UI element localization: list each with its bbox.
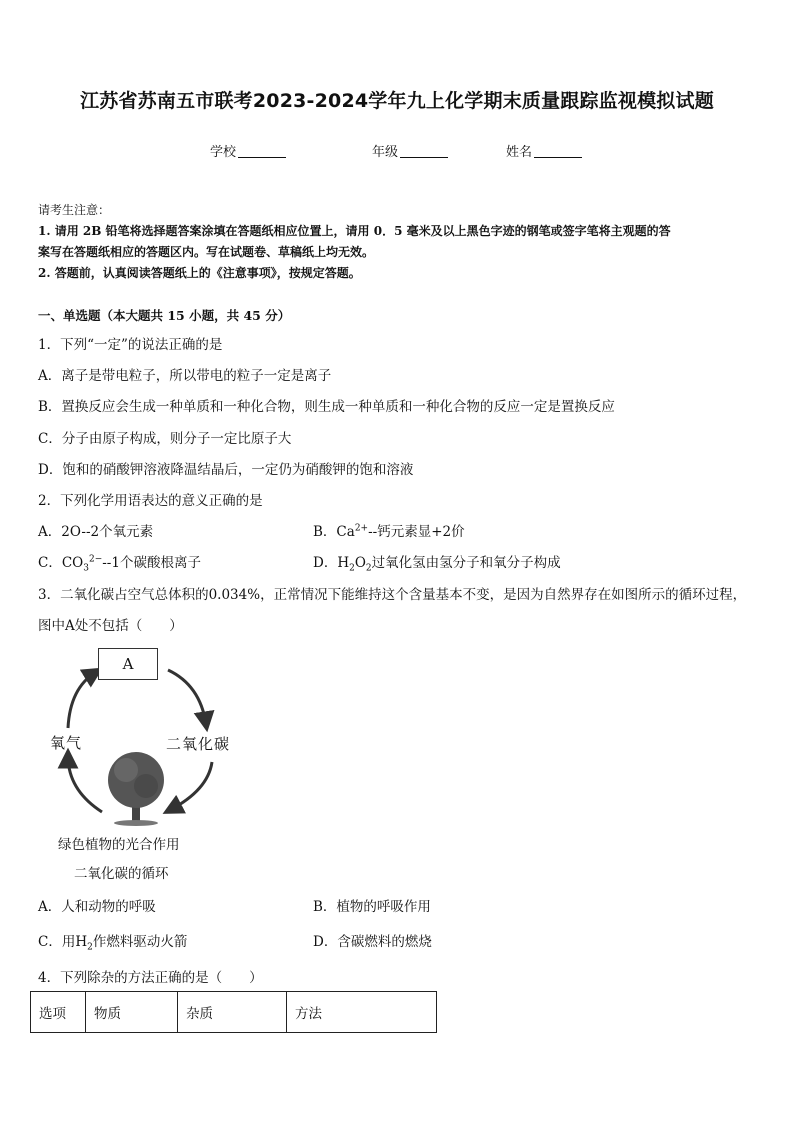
arrow-a-to-co2 bbox=[168, 670, 206, 724]
q2-option-a: A．2O--2个氧元素 bbox=[38, 524, 154, 540]
school-field bbox=[210, 141, 286, 160]
q3-option-d: D．含碳燃料的燃烧 bbox=[313, 934, 432, 950]
arrow-oxygen-to-a bbox=[68, 672, 96, 728]
notice-line1: 1. 请用 2B 铅笔将选择题答案涂填在答题纸相应位置上，请用 0．5 毫米及以上黑色字迹的钢笔或签字笔将主观题的答 bbox=[38, 224, 671, 238]
diagram-box-a: A bbox=[98, 648, 158, 680]
section-heading: 一、单选题（本大题共 15 小题，共 45 分） bbox=[38, 308, 291, 323]
notice-line2: 2. 答题前，认真阅读答题纸上的《注意事项》，按规定答题。 bbox=[38, 266, 361, 280]
q2-option-d: D．$H_2O_2$过氧化氢由氢分子和氧分子构成 bbox=[313, 555, 561, 574]
grade-blank bbox=[400, 145, 448, 158]
table-header-cell: 物质 bbox=[86, 992, 178, 1033]
name-blank bbox=[534, 145, 582, 158]
q1-option-a: A．离子是带电粒子，所以带电的粒子一定是离子 bbox=[38, 368, 332, 384]
q3-option-b: B．植物的呼吸作用 bbox=[313, 899, 431, 915]
q1-option-c: C．分子由原子构成，则分子一定比原子大 bbox=[38, 431, 292, 447]
diagram-label-photosynthesis: 绿色植物的光合作用 bbox=[58, 837, 180, 853]
q1-stem: 1．下列“一定”的说法正确的是 bbox=[38, 337, 223, 353]
exam-title: 江苏省苏南五市联考2023-2024学年九上化学期末质量跟踪监视模拟试题 bbox=[80, 90, 714, 112]
school-blank bbox=[238, 145, 286, 158]
q2-option-c: C．$CO_3^{2-}--1$个碳酸根离子 bbox=[38, 554, 201, 574]
diagram-label-oxygen: 氧气 bbox=[50, 734, 83, 752]
q4-table bbox=[30, 991, 437, 1033]
notice-heading: 请考生注意： bbox=[38, 203, 111, 217]
table-header-cell: 杂质 bbox=[178, 992, 287, 1033]
diagram-caption: 二氧化碳的循环 bbox=[74, 866, 169, 882]
name-label: 姓名 bbox=[506, 145, 533, 160]
table-header-cell: 选项 bbox=[31, 992, 86, 1033]
q3-option-c: C．用$H_2$作燃料驱动火箭 bbox=[38, 934, 188, 953]
q3-stem-line1: 3．二氧化碳占空气总体积的0.034%，正常情况下能维持这个含量基本不变，是因为自然界存在如图所示的循环过程， bbox=[38, 587, 747, 603]
q1-option-d: D．饱和的硝酸钾溶液降温结晶后，一定仍为硝酸钾的饱和溶液 bbox=[38, 462, 414, 478]
arrow-co2-to-plant bbox=[170, 762, 212, 810]
q4-stem: 4．下列除杂的方法正确的是（ ） bbox=[38, 970, 263, 986]
q2-stem: 2．下列化学用语表达的意义正确的是 bbox=[38, 493, 263, 509]
school-label: 学校 bbox=[210, 145, 237, 160]
q2-option-b: B．$Ca^{2+}--$钙元素显+2价 bbox=[313, 523, 465, 540]
q3-stem-line2: 图中A处不包括（ ） bbox=[38, 618, 183, 634]
grade-label: 年级 bbox=[372, 145, 399, 160]
q1-option-b: B．置换反应会生成一种单质和一种化合物，则生成一种单质和一种化合物的反应一定是置换反应 bbox=[38, 399, 615, 415]
q3-option-a: A．人和动物的呼吸 bbox=[38, 899, 156, 915]
grade-field bbox=[372, 141, 448, 160]
notice-line1b: 案写在答题纸相应的答题区内。写在试题卷、草稿纸上均无效。 bbox=[38, 245, 375, 259]
table-header-row bbox=[31, 992, 437, 1033]
table-header-cell: 方法 bbox=[287, 992, 437, 1033]
arrow-plant-to-oxygen bbox=[68, 756, 102, 812]
tree-icon bbox=[108, 752, 164, 826]
name-field bbox=[506, 141, 582, 160]
diagram-label-co2: 二氧化碳 bbox=[166, 735, 231, 753]
